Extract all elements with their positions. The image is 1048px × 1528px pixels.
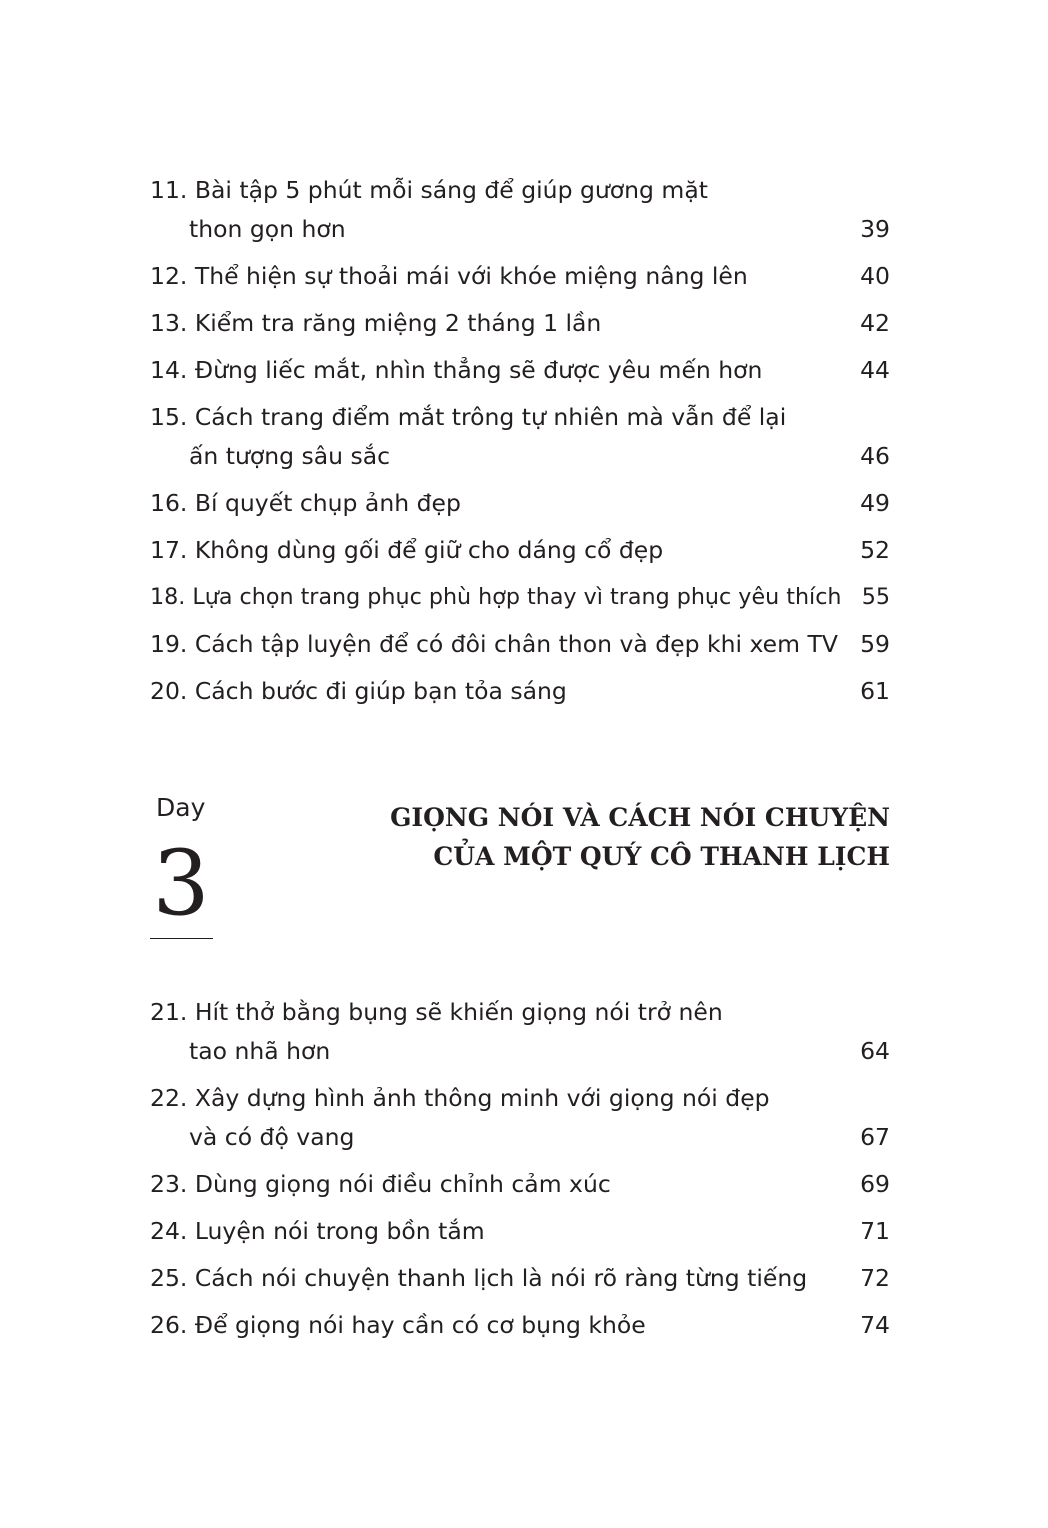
toc-item [150,625,890,664]
toc-item-page: 74 [860,1311,890,1339]
toc-item-number: 16. [150,489,188,517]
toc-item-title: Lựa chọn trang phục phù hợp thay vì trang phục yêu thích [192,584,842,610]
toc-item-title-continued: thon gọn hơn [189,215,346,243]
toc-item-number: 25. [150,1264,188,1292]
toc-item [150,257,890,296]
toc-item [150,1306,890,1345]
toc-item [150,993,890,1071]
day-number: 3 [152,831,210,936]
toc-item-page: 59 [860,630,890,658]
day-underline-divider [150,938,213,939]
toc-item-number: 19. [150,630,188,658]
toc-item-number: 24. [150,1217,188,1245]
toc-item-number: 21. [150,998,188,1026]
toc-item [150,531,890,570]
toc-item-title-continued: và có độ vang [189,1123,355,1151]
toc-item-title: Cách trang điểm mắt trông tự nhiên mà vẫn để lại [194,403,787,431]
toc-item-title: Cách tập luyện để có đôi chân thon và đẹp khi xem TV [194,630,838,658]
toc-item-page: 52 [860,536,890,564]
toc-item-title: Xây dựng hình ảnh thông minh với giọng nói đẹp [194,1084,770,1112]
toc-item [150,171,890,249]
toc-list-day-2 [150,171,890,719]
toc-item-title: Để giọng nói hay cần có cơ bụng khỏe [194,1311,646,1339]
toc-item-page: 72 [860,1264,890,1292]
toc-item-title: Dùng giọng nói điều chỉnh cảm xúc [194,1170,611,1198]
toc-item-page: 64 [860,1037,890,1065]
toc-item-title: Thể hiện sự thoải mái với khóe miệng nâng lên [194,262,748,290]
toc-item [150,1212,890,1251]
toc-item-title: Bài tập 5 phút mỗi sáng để giúp gương mặt [194,176,708,204]
toc-item-title: Không dùng gối để giữ cho dáng cổ đẹp [194,536,664,564]
toc-item-number: 26. [150,1311,188,1339]
toc-item-number: 14. [150,356,188,384]
toc-item-title: Đừng liếc mắt, nhìn thẳng sẽ được yêu mến hơn [194,356,763,384]
chapter-title [390,798,890,876]
toc-item-number: 18. [150,584,186,610]
toc-item-title: Cách bước đi giúp bạn tỏa sáng [194,677,567,705]
toc-item-title: Cách nói chuyện thanh lịch là nói rõ ràng từng tiếng [194,1264,808,1292]
toc-item [150,1079,890,1157]
toc-item-number: 17. [150,536,188,564]
toc-list-day-3 [150,993,890,1353]
toc-item-title: Hít thở bằng bụng sẽ khiến giọng nói trở nên [194,998,723,1026]
toc-item [150,351,890,390]
toc-item-page: 67 [860,1123,890,1151]
toc-item-number: 11. [150,176,188,204]
toc-item-title-continued: ấn tượng sâu sắc [189,442,391,470]
toc-item-number: 23. [150,1170,188,1198]
toc-item [150,672,890,711]
chapter-title-line-1: GIỌNG NÓI VÀ CÁCH NÓI CHUYỆN [390,803,890,832]
toc-item [150,398,890,476]
toc-item-title: Luyện nói trong bồn tắm [194,1217,485,1245]
toc-item-title: Kiểm tra răng miệng 2 tháng 1 lần [194,309,602,337]
toc-item-number: 12. [150,262,188,290]
chapter-title-line-2: CỦA MỘT QUÝ CÔ THANH LỊCH [433,842,890,871]
toc-item-number: 22. [150,1084,188,1112]
toc-item-page: 49 [860,489,890,517]
toc-item-page: 42 [860,309,890,337]
toc-item [150,578,890,617]
toc-item [150,484,890,523]
toc-item-number: 15. [150,403,188,431]
toc-item-title: Bí quyết chụp ảnh đẹp [194,489,461,517]
toc-item [150,1165,890,1204]
day-label: Day [156,793,206,822]
toc-item-title-continued: tao nhã hơn [189,1037,331,1065]
toc-item-page: 55 [861,584,890,610]
toc-item-page: 69 [860,1170,890,1198]
toc-item [150,1259,890,1298]
toc-item-page: 61 [860,677,890,705]
toc-item-number: 20. [150,677,188,705]
toc-item-page: 39 [860,215,890,243]
toc-item-page: 40 [860,262,890,290]
toc-item-page: 46 [860,442,890,470]
toc-item-page: 44 [860,356,890,384]
toc-item-number: 13. [150,309,188,337]
toc-item-page: 71 [860,1217,890,1245]
toc-item [150,304,890,343]
